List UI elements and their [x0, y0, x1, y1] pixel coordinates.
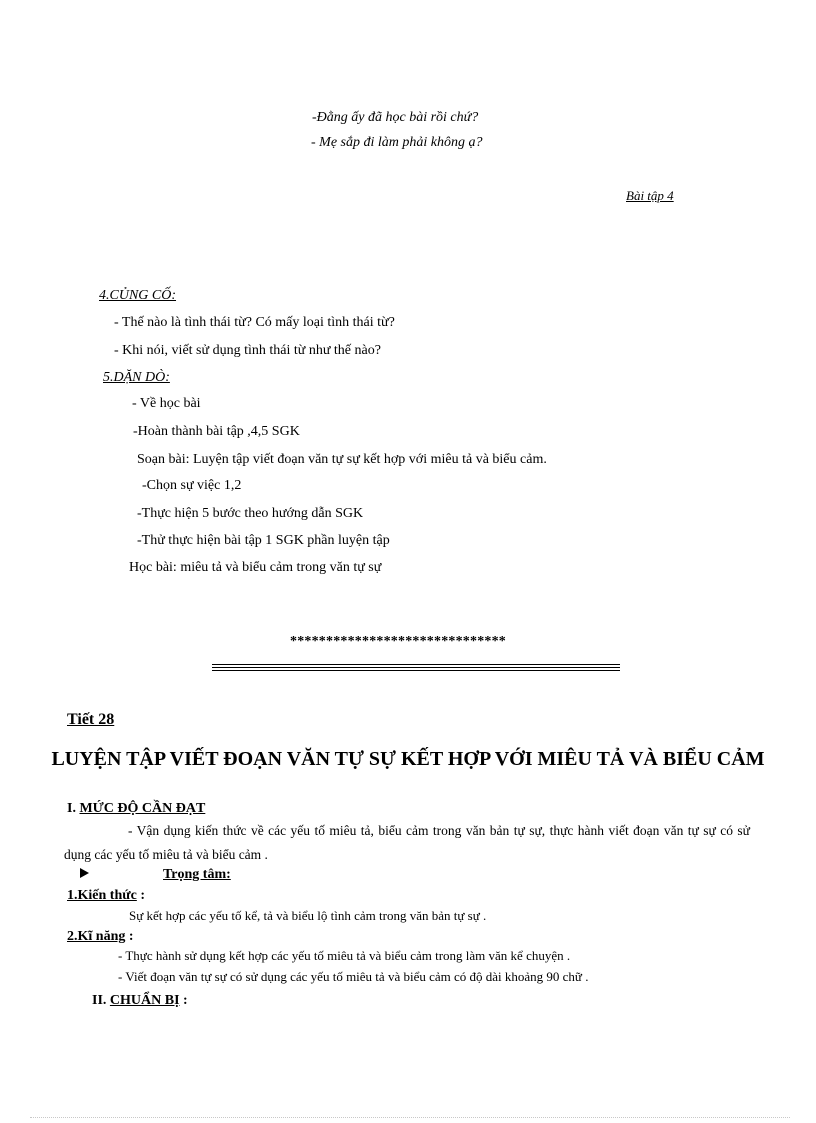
dan-do-item-4: -Chọn sự việc 1,2 [142, 478, 242, 493]
lesson-period: Tiết 28 [67, 711, 115, 728]
skills-item-1: - Thực hành sử dụng kết hợp các yếu tố miêu tả và biểu cảm trong làm văn kể chuyện . [118, 948, 571, 963]
arrow-bullet-icon [80, 868, 89, 878]
exercise-label: Bài tập 4 [626, 188, 674, 203]
separator-stars: ****************************** [290, 634, 506, 649]
knowledge-text: Sự kết hợp các yếu tố kể, tả và biểu lộ tình cảm trong văn bản tự sự . [129, 908, 487, 923]
dan-do-item-7: Học bài: miêu tả và biểu cảm trong văn tự sự [129, 560, 382, 575]
section-1-number: I. [67, 801, 76, 816]
knowledge-label: 1.Kiến thức [67, 888, 137, 903]
section-2-heading [92, 993, 188, 1009]
page-bottom-edge [30, 1117, 790, 1118]
dan-do-item-2: -Hoàn thành bài tập ,4,5 SGK [133, 424, 300, 439]
dan-do-item-6: -Thử thực hiện bài tập 1 SGK phần luyện tập [137, 533, 390, 548]
dan-do-item-1: - Về học bài [132, 396, 201, 411]
section-2-label: CHUẨN BỊ [109, 993, 180, 1008]
skills-heading [67, 929, 134, 945]
cung-co-item-2: - Khi nói, viết sử dụng tình thái từ như thế nào? [114, 343, 381, 358]
section-1-heading [67, 801, 205, 817]
skills-item-2: - Viết đoạn văn tự sự có sử dụng các yếu tố miêu tả và biểu cảm có độ dài khoảng 90 chữ . [118, 969, 589, 984]
knowledge-heading [67, 888, 145, 904]
dan-do-item-3: Soạn bài: Luyện tập viết đoạn văn tự sự kết hợp với miêu tả và biểu cảm. [137, 452, 547, 467]
dan-do-heading: 5.DẶN DÒ: [103, 370, 170, 385]
lesson-title: LUYỆN TẬP VIẾT ĐOẠN VĂN TỰ SỰ KẾT HỢP VỚI MIÊU TẢ VÀ BIỂU CẢM [51, 748, 765, 770]
skills-label: 2.Kĩ năng [67, 929, 126, 944]
divider-line-2 [212, 667, 620, 668]
section-2-number: II. [92, 993, 107, 1008]
focus-label: Trọng tâm: [163, 867, 231, 882]
divider-line-1 [212, 664, 620, 665]
objective-paragraph: - Vận dụng kiến thức về các yếu tố miêu tả, biểu cảm trong văn bản tự sự, thực hành viết đoạn văn tự sự có sử dụng các yếu tố miêu tả và biểu cảm . [64, 823, 750, 862]
dialog-line-1: -Đằng ấy đã học bài rồi chứ? [312, 110, 479, 125]
divider-line-3 [212, 670, 620, 671]
cung-co-item-1: - Thế nào là tình thái từ? Có mấy loại tình thái từ? [114, 315, 395, 330]
cung-co-heading: 4.CỦNG CỐ: [99, 288, 177, 303]
section-2-colon: : [179, 993, 188, 1008]
dan-do-item-5: -Thực hiện 5 bước theo hướng dẫn SGK [137, 506, 364, 521]
skills-colon: : [125, 929, 134, 944]
dialog-line-2: - Mẹ sắp đi làm phải không ạ? [311, 135, 483, 150]
section-1-label: MỨC ĐỘ CẦN ĐẠT [79, 801, 206, 816]
knowledge-colon: : [136, 888, 146, 903]
